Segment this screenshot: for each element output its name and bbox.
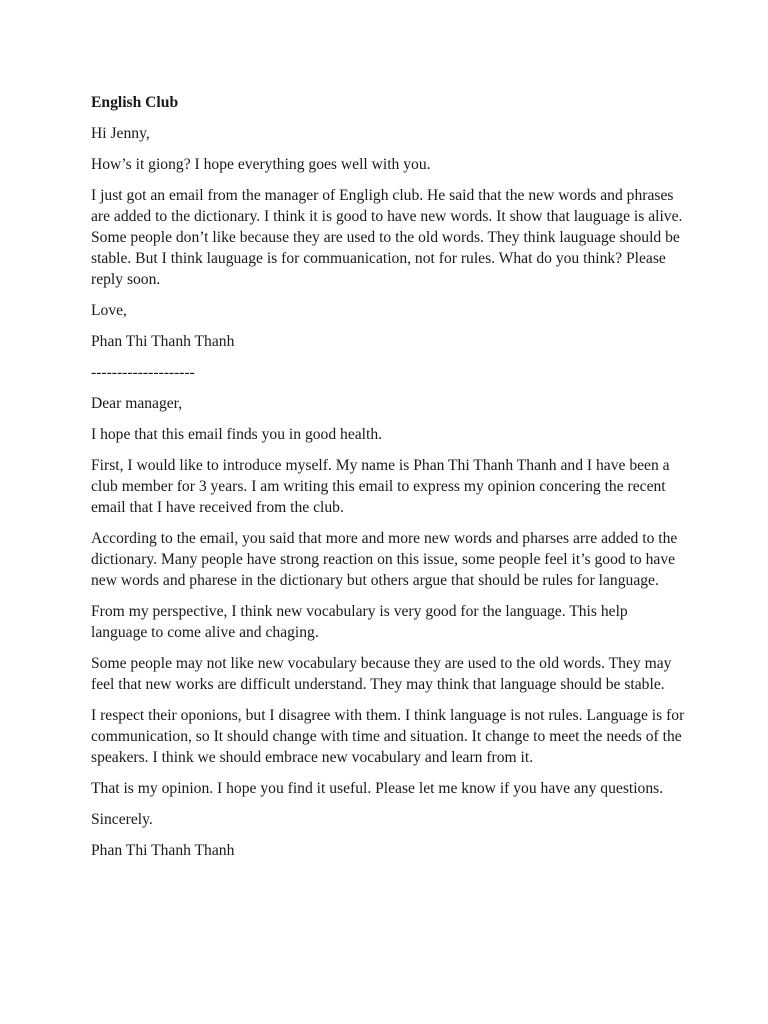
letter1-closing: Love,: [91, 302, 127, 319]
letter2-greeting: Dear manager,: [91, 395, 183, 412]
letter2-paragraph: I respect their oponions, but I disagree with them. I think language is not rules. Language is for communication, so It should change with time and situation. It change to meet the needs of the speakers. I think we should embrace new vocabulary and learn from it.: [91, 707, 685, 766]
document-title: English Club: [91, 94, 179, 111]
letter2-paragraph: From my perspective, I think new vocabulary is very good for the language. This help language to come alive and chaging.: [91, 603, 628, 641]
letter2-paragraph: According to the email, you said that more and more new words and pharses arre added to the dictionary. Many people have strong reaction on this issue, some people feel it’s good to have new words and pharese in the dictionary but others argue that should be rules for language.: [91, 530, 678, 589]
letter1-paragraph: How’s it giong? I hope everything goes well with you.: [91, 156, 431, 173]
letter2-signature: Phan Thi Thanh Thanh: [91, 842, 235, 859]
letter1-paragraph: I just got an email from the manager of Engligh club. He said that the new words and phrases are added to the dictionary. I think it is good to have new words. It show that lauguage is alive. Some people don’t like because they are used to the old words. They think lauguage should be stable. But I think lauguage is for commuanication, not for rules. What do you think? Please reply soon.: [91, 187, 683, 288]
letter1-signature: Phan Thi Thanh Thanh: [91, 333, 235, 350]
letter2-closing: Sincerely.: [91, 811, 153, 828]
letter2-paragraph: Some people may not like new vocabulary because they are used to the old words. They may feel that new works are difficult understand. They may think that language should be stable.: [91, 655, 672, 693]
letter2-paragraph: I hope that this email finds you in good health.: [91, 426, 383, 443]
letter1-greeting: Hi Jenny,: [91, 125, 150, 142]
section-separator: --------------------: [91, 364, 195, 381]
letter2-paragraph: That is my opinion. I hope you find it useful. Please let me know if you have any questions.: [91, 780, 664, 797]
letter2-paragraph: First, I would like to introduce myself. My name is Phan Thi Thanh Thanh and I have been a club member for 3 years. I am writing this email to express my opinion concering the recent email that I have received from the club.: [91, 457, 670, 516]
document-body: [91, 92, 687, 871]
